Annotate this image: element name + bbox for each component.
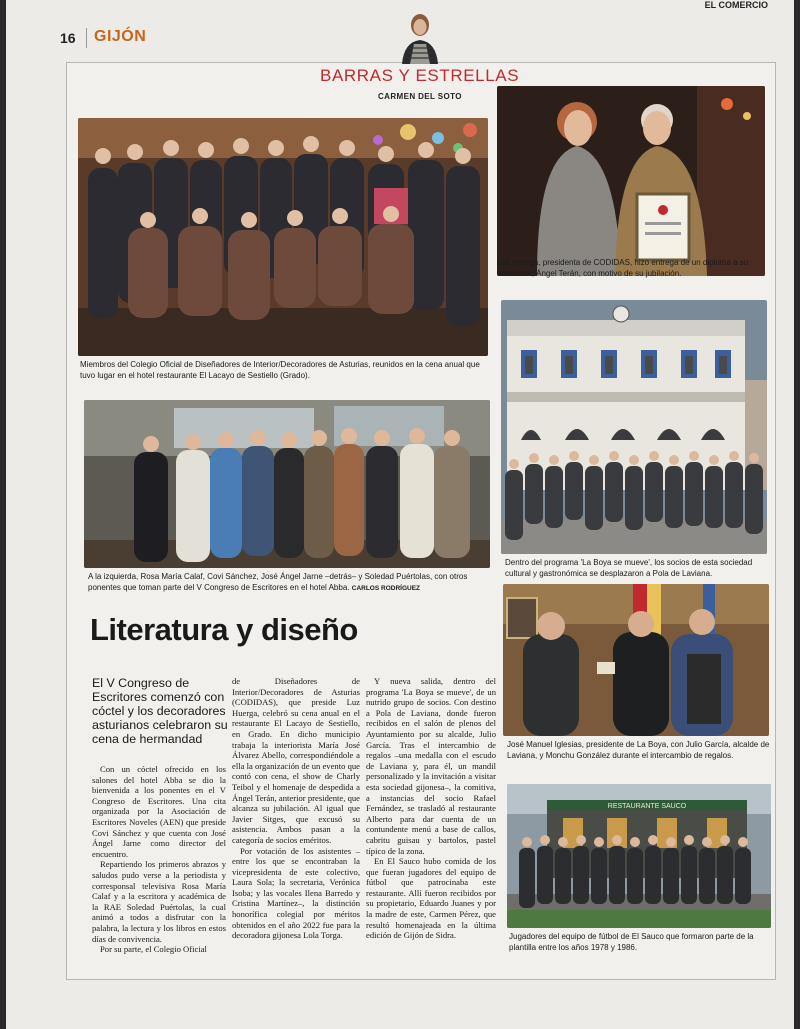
paragraph: Y nueva salida, dentro del programa 'La Boya se mueve', de un nutrido grupo de socios. Con destino a Pola de Laviana, donde fueron recibidos en el salón de plenos del Ayuntamiento por su alcalde, Julio García. Tras el intercambio de regalos –una medalla con el escudo de Laviana y, para él, un mandil personalizado y la invitación a visitar esta sociedad gijonesa–, la comitiva, a instancias del socio Rafael Fernández, se trasladó al restaurante Alberto para dar cuenta de un contundente menú a base de callos, cabritu guisau y bartolos, pastel típico de la zona. bbox=[366, 676, 496, 856]
photo-diploma bbox=[497, 86, 765, 276]
paragraph: Por su parte, el Colegio Oficial bbox=[100, 944, 207, 955]
article-column-2 bbox=[232, 676, 360, 941]
photo-el-sauco-team bbox=[507, 784, 771, 928]
column-author: CARMEN DEL SOTO bbox=[378, 92, 462, 101]
photo-codidas-group bbox=[78, 118, 488, 356]
photo-gift-exchange bbox=[503, 584, 769, 736]
caption-photo3 bbox=[88, 572, 498, 594]
section-name: GIJÓN bbox=[94, 28, 147, 45]
article-column-3 bbox=[366, 676, 496, 941]
author-photo bbox=[398, 8, 442, 64]
newspaper-name: EL COMERCIO bbox=[704, 0, 768, 10]
caption-photo2: Luz Huerga, presidenta de CODIDAS, hizo entrega de un diploma a su antecesor, Ángel Terán, con motivo de su jubilación. bbox=[497, 258, 749, 278]
sauco-sign: RESTAURANTE SAUCO bbox=[607, 803, 687, 810]
caption-photo6: Jugadores del equipo de fútbol de El Sauco que formaron parte de la plantilla entre los años 1978 y 1986. bbox=[509, 932, 754, 952]
column-title: BARRAS Y ESTRELLAS bbox=[320, 66, 520, 85]
caption-photo5: José Manuel Iglesias, presidente de La Boya, con Julio García, alcalde de Laviana, y Monchu González durante el intercambio de regalos. bbox=[507, 740, 770, 760]
paragraph: En El Sauco hubo comida de los que fueran jugadores del equipo de fútbol que patrocinaba este restaurante. Allí fueron recibidos por su propietario, Eduardo Juanes y por la madre de este, Carmen Pérez, que resultó homenajeada en la última edición de Gijón de Sidra. bbox=[366, 856, 496, 941]
caption-photo1: Miembros del Colegio Oficial de Diseñadores de Interior/Decoradores de Asturias, reunidos en la cena anual que tuvo lugar en el hotel restaurante El Lacayo de Sestiello (Grado). bbox=[80, 360, 480, 380]
caption-photo3-text: A la izquierda, Rosa María Calaf, Covi Sánchez, José Ángel Jarne –detrás– y Soledad Puértolas, con otros ponentes que toman parte del V Congreso de Escritores en el hotel Abba. bbox=[88, 572, 468, 592]
paragraph: Con un cóctel ofrecido en los salones del hotel Abba se dio la bienvenida a los ponentes en el V Congreso de Escritores. Una cita organizada por la Asociación de Escritores Noveles (AEN) que preside Covi Sánchez y que cuenta con José Ángel Jarne como director del encuentro. bbox=[92, 764, 226, 859]
article-column-1 bbox=[92, 764, 226, 955]
article-headline: Literatura y diseño bbox=[90, 612, 358, 647]
photo-writers-congress bbox=[84, 400, 490, 568]
paragraph: Repartiendo los primeros abrazos y saludos pudo verse a la periodista y corresponsal televisiva Rosa María Calaf y a la escritora y académica de la RAE Soledad Puértolas, la cual animó a todos a disfrutar con la palabra, la lectura y los libros en estos días de convivencia. bbox=[92, 859, 226, 944]
page-number: 16 bbox=[60, 30, 76, 46]
header-divider bbox=[86, 28, 87, 48]
article-standfirst: El V Congreso de Escritores comenzó con cóctel y los decoradores asturianos celebraron su cena de hermandad bbox=[92, 676, 228, 746]
photo-credit: CARLOS RODRÍGUEZ bbox=[351, 584, 420, 592]
caption-photo4: Dentro del programa 'La Boya se mueve', los socios de esta sociedad cultural y gastronómica se desplazaron a Pola de Laviana. bbox=[505, 558, 753, 578]
paragraph: de Diseñadores de Interior/Decoradores de Asturias (CODIDAS), que preside Luz Huerga, celebró su cena anual en el restaurante El Lacayo de Sestiello, en Grado. En dicho municipio trabaja la interiorista María José Álvarez Abello, correspondiéndole a ella la organización de un evento que contó con cena, el show de Charly Teibol y el homenaje de despedida a Ángel Terán, anterior presidente, que alcanza su jubilación. Al igual que Javier Sitges, que excusó su asistencia. Ambos pasan a la categoría de socios eméritos. bbox=[232, 676, 360, 845]
paragraph: Por votación de los asistentes –entre los que se encontraban la vicepresidenta de este colectivo, Laura Sola; la secretaria, Verónica Isoba; y las vocales Ilena Barredo y Cristina Martínez–, la distinción honorífica colegial por méritos obtenidos en el año 2022 fue para la decoradora gijonesa Lola Torga. bbox=[232, 845, 360, 941]
photo-la-boya-laviana bbox=[501, 300, 767, 554]
